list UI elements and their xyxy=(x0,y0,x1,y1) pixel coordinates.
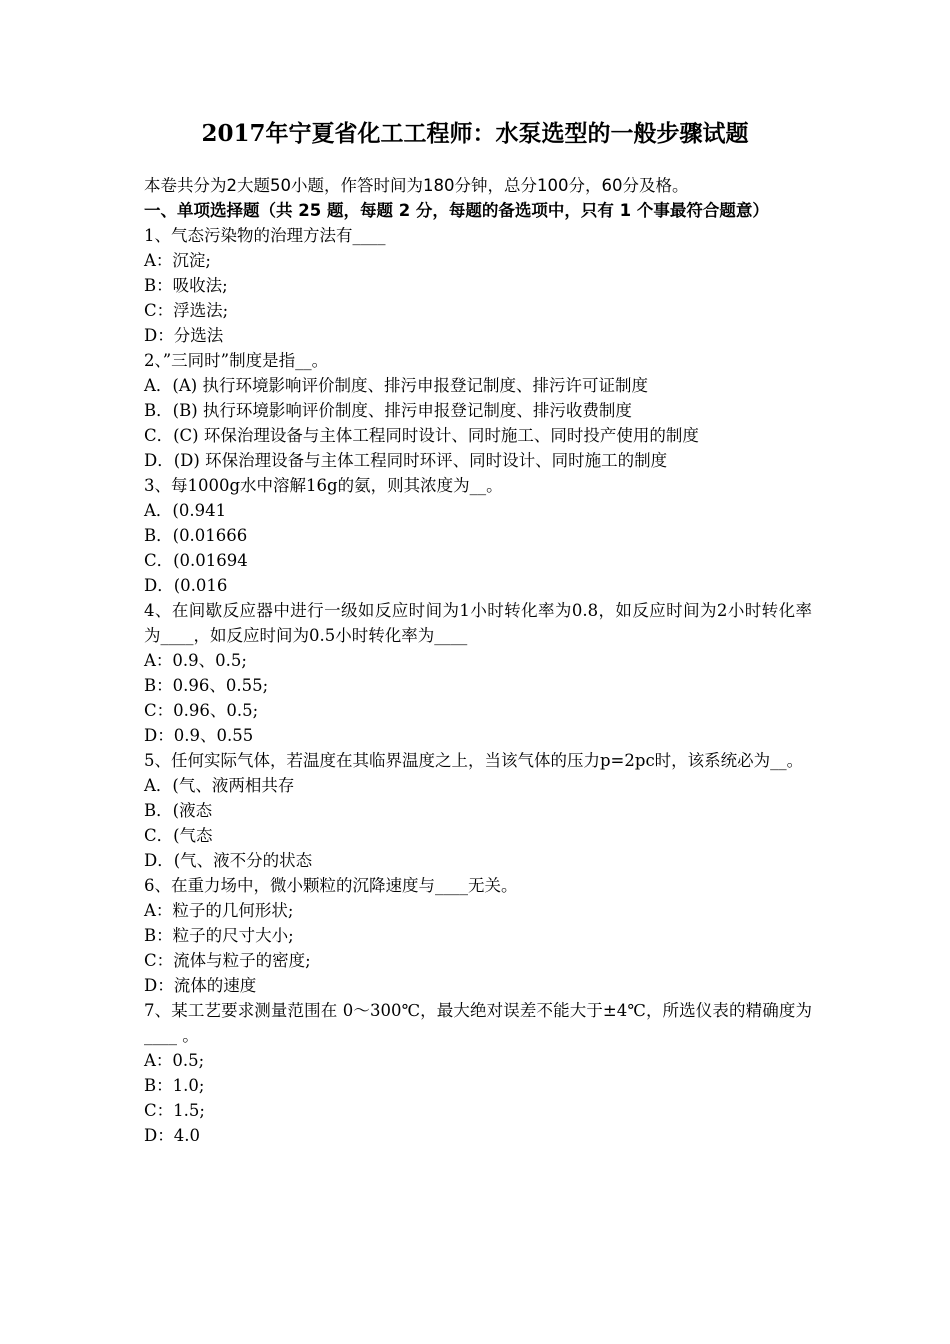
document-body xyxy=(144,173,812,1148)
question-stem: 2、”三同时”制度是指__。 xyxy=(144,351,329,370)
option-d: D：0.9、0.55 xyxy=(144,726,254,745)
option-c: C：0.96、0.5; xyxy=(144,701,259,720)
option-c: C．(C) 环保治理设备与主体工程同时设计、同时施工、同时投产使用的制度 xyxy=(144,426,699,445)
option-b: B．(液态 xyxy=(144,801,213,820)
document-title: 2017年宁夏省化工工程师：水泵选型的一般步骤试题 xyxy=(201,120,749,147)
option-b: B：0.96、0.55; xyxy=(144,676,269,695)
option-c: C．(0.01694 xyxy=(144,551,248,570)
option-a: A：0.5; xyxy=(144,1051,205,1070)
question-3 xyxy=(144,473,812,598)
option-d: D：4.0 xyxy=(144,1126,200,1145)
question-1 xyxy=(144,223,812,348)
option-d: D：流体的速度 xyxy=(144,976,257,995)
question-5 xyxy=(144,748,812,873)
option-a: A．(气、液两相共存 xyxy=(144,776,295,795)
question-7 xyxy=(144,998,812,1148)
question-stem: 5、任何实际气体，若温度在其临界温度之上，当该气体的压力p=2pc时，该系统必为__。 xyxy=(144,751,804,770)
option-d: D．(0.016 xyxy=(144,576,228,595)
question-4 xyxy=(144,598,812,748)
option-a: A：沉淀; xyxy=(144,251,211,270)
option-a: A：粒子的几何形状; xyxy=(144,901,294,920)
option-b: B．(B) 执行环境影响评价制度、排污申报登记制度、排污收费制度 xyxy=(144,401,632,420)
question-stem: 4、在间歇反应器中进行一级如反应时间为1小时转化率为0.8，如反应时间为2小时转化率为____，如反应时间为0.5小时转化率为____ xyxy=(144,601,812,645)
question-stem: 3、每1000g水中溶解16g的氨，则其浓度为__。 xyxy=(144,476,503,495)
option-c: C：1.5; xyxy=(144,1101,205,1120)
exam-intro: 本卷共分为2大题50小题，作答时间为180分钟，总分100分，60分及格。 xyxy=(144,176,689,195)
question-stem: 6、在重力场中，微小颗粒的沉降速度与____无关。 xyxy=(144,876,518,895)
option-d: D．(气、液不分的状态 xyxy=(144,851,313,870)
question-6 xyxy=(144,873,812,998)
option-b: B：吸收法; xyxy=(144,276,228,295)
option-c: C．(气态 xyxy=(144,826,213,845)
option-c: C：流体与粒子的密度; xyxy=(144,951,311,970)
option-b: B：1.0; xyxy=(144,1076,205,1095)
question-stem: 1、气态污染物的治理方法有____ xyxy=(144,226,386,245)
option-a: A．(A) 执行环境影响评价制度、排污申报登记制度、排污许可证制度 xyxy=(144,376,648,395)
option-d: D：分选法 xyxy=(144,326,224,345)
option-a: A：0.9、0.5; xyxy=(144,651,247,670)
question-2 xyxy=(144,348,812,473)
option-b: B．(0.01666 xyxy=(144,526,248,545)
section-heading: 一、单项选择题（共 25 题，每题 2 分，每题的备选项中，只有 1 个事最符合题意） xyxy=(144,201,769,220)
option-c: C：浮选法; xyxy=(144,301,229,320)
option-a: A．(0.941 xyxy=(144,501,227,520)
question-stem: 7、某工艺要求测量范围在 0～300℃，最大绝对误差不能大于±4℃，所选仪表的精确度为____ 。 xyxy=(144,1001,812,1045)
option-d: D．(D) 环保治理设备与主体工程同时环评、同时设计、同时施工的制度 xyxy=(144,451,668,470)
option-b: B：粒子的尺寸大小; xyxy=(144,926,294,945)
